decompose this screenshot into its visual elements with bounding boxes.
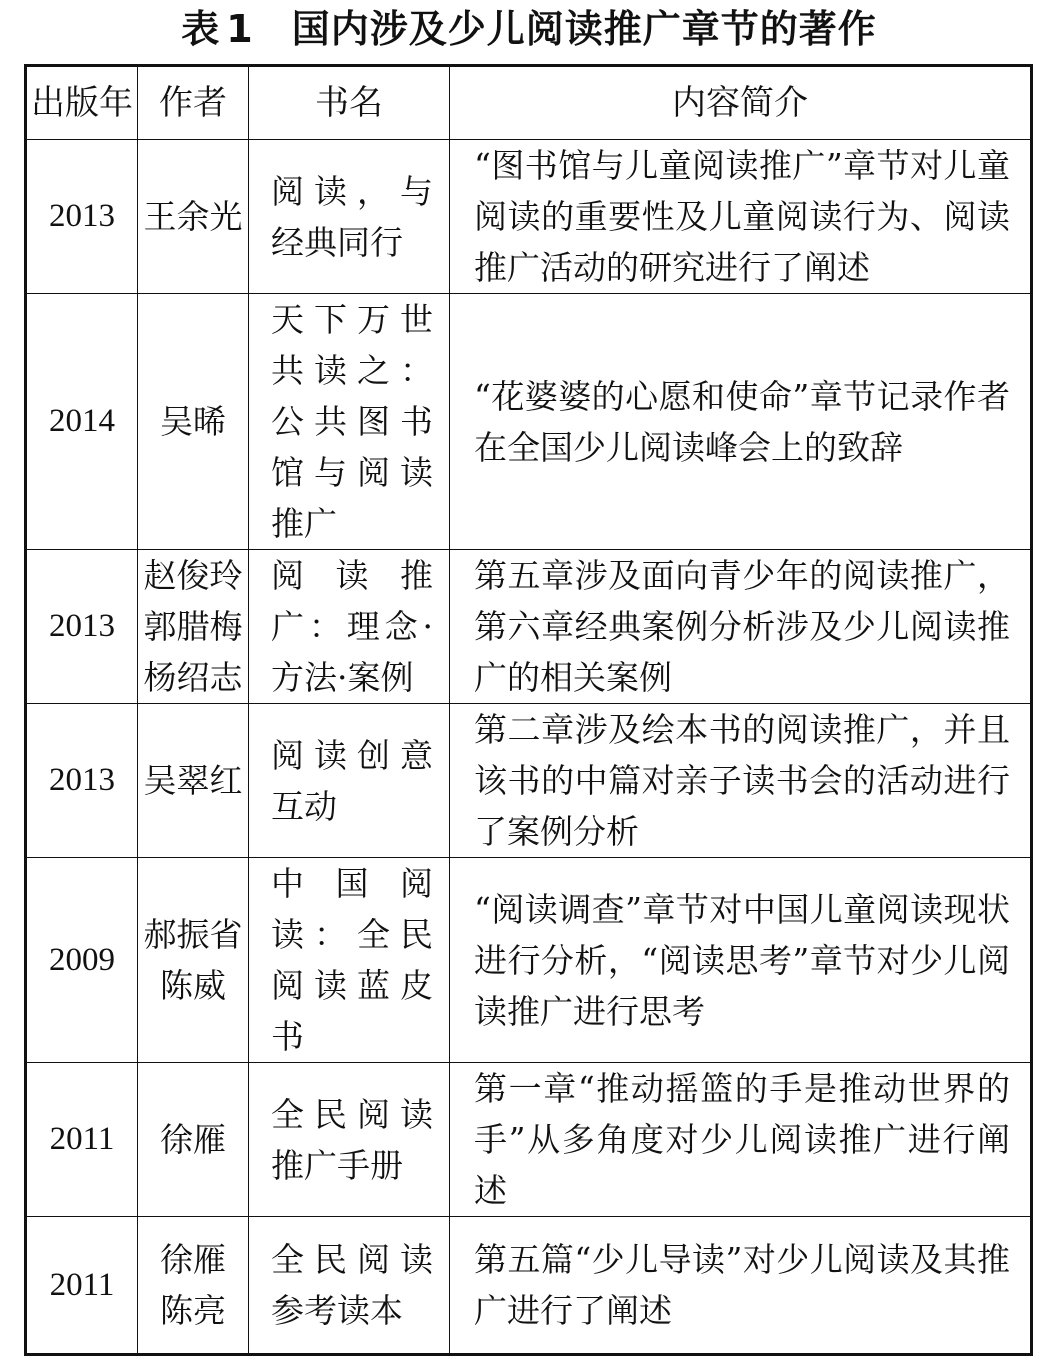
- book-title-cell: 全民阅读推广手册: [249, 1063, 450, 1217]
- year-cell: 2009: [26, 858, 138, 1063]
- header-book: 书名: [249, 66, 450, 140]
- author-name: 郝振省: [143, 915, 243, 954]
- year-cell: 2011: [26, 1063, 138, 1217]
- year-cell: 2013: [26, 550, 138, 704]
- header-author: 作者: [138, 66, 249, 140]
- year-cell: 2013: [26, 704, 138, 858]
- book-title-cell: 中国阅读：全民阅读蓝皮书: [249, 858, 450, 1063]
- caption-number: 1: [226, 7, 254, 51]
- header-summary: 内容简介: [450, 66, 1032, 140]
- year-cell: 2013: [26, 140, 138, 294]
- book-title-cell: 天下万世共读之：公共图书馆与阅读推广: [249, 294, 450, 550]
- table-row: [26, 550, 1032, 704]
- author-name: 吴晞: [160, 402, 226, 441]
- header-row: [26, 66, 1032, 140]
- summary-cell: “花婆婆的心愿和使命”章节记录作者在全国少儿阅读峰会上的致辞: [450, 294, 1032, 550]
- summary-cell: 第一章“推动摇篮的手是推动世界的手”从多角度对少儿阅读推广进行阐述: [450, 1063, 1032, 1217]
- table-row: [26, 1063, 1032, 1217]
- author-cell: [138, 140, 249, 294]
- author-name: 郭腊梅: [143, 607, 243, 646]
- author-cell: [138, 1063, 249, 1217]
- book-title-cell: 阅读推广：理念·方法·案例: [249, 550, 450, 704]
- table-row: [26, 1217, 1032, 1355]
- summary-cell: 第五章涉及面向青少年的阅读推广，第六章经典案例分析涉及少儿阅读推广的相关案例: [450, 550, 1032, 704]
- summary-cell: 第二章涉及绘本书的阅读推广，并且该书的中篇对亲子读书会的活动进行了案例分析: [450, 704, 1032, 858]
- author-name: 徐雁: [160, 1120, 226, 1159]
- table-caption: [0, 4, 1058, 54]
- summary-cell: “图书馆与儿童阅读推广”章节对儿童阅读的重要性及儿童阅读行为、阅读推广活动的研究进行了阐述: [450, 140, 1032, 294]
- summary-cell: “阅读调查”章节对中国儿童阅读现状进行分析，“阅读思考”章节对少儿阅读推广进行思考: [450, 858, 1032, 1063]
- caption-label: 表: [181, 7, 221, 51]
- header-year: 出版年: [26, 66, 138, 140]
- table-row: [26, 140, 1032, 294]
- table-row: [26, 858, 1032, 1063]
- book-title-cell: 全民阅读参考读本: [249, 1217, 450, 1355]
- author-cell: [138, 858, 249, 1063]
- author-cell: [138, 704, 249, 858]
- author-cell: [138, 1217, 249, 1355]
- author-name: 王余光: [143, 197, 243, 236]
- book-title-cell: 阅读创意互动: [249, 704, 450, 858]
- book-title-cell: 阅读，与经典同行: [249, 140, 450, 294]
- author-name: 徐雁: [160, 1240, 226, 1279]
- table-row: [26, 704, 1032, 858]
- summary-cell: 第五篇“少儿导读”对少儿阅读及其推广进行了阐述: [450, 1217, 1032, 1355]
- year-cell: 2011: [26, 1217, 138, 1355]
- year-cell: 2014: [26, 294, 138, 550]
- books-table: [24, 64, 1033, 1356]
- author-cell: [138, 294, 249, 550]
- author-name: 杨绍志: [143, 658, 243, 697]
- caption-title: 国内涉及少儿阅读推广章节的著作: [291, 7, 877, 51]
- author-name: 陈威: [160, 966, 226, 1005]
- author-name: 赵俊玲: [143, 556, 243, 595]
- author-cell: [138, 550, 249, 704]
- author-name: 吴翠红: [143, 761, 243, 800]
- author-name: 陈亮: [160, 1291, 226, 1330]
- table-row: [26, 294, 1032, 550]
